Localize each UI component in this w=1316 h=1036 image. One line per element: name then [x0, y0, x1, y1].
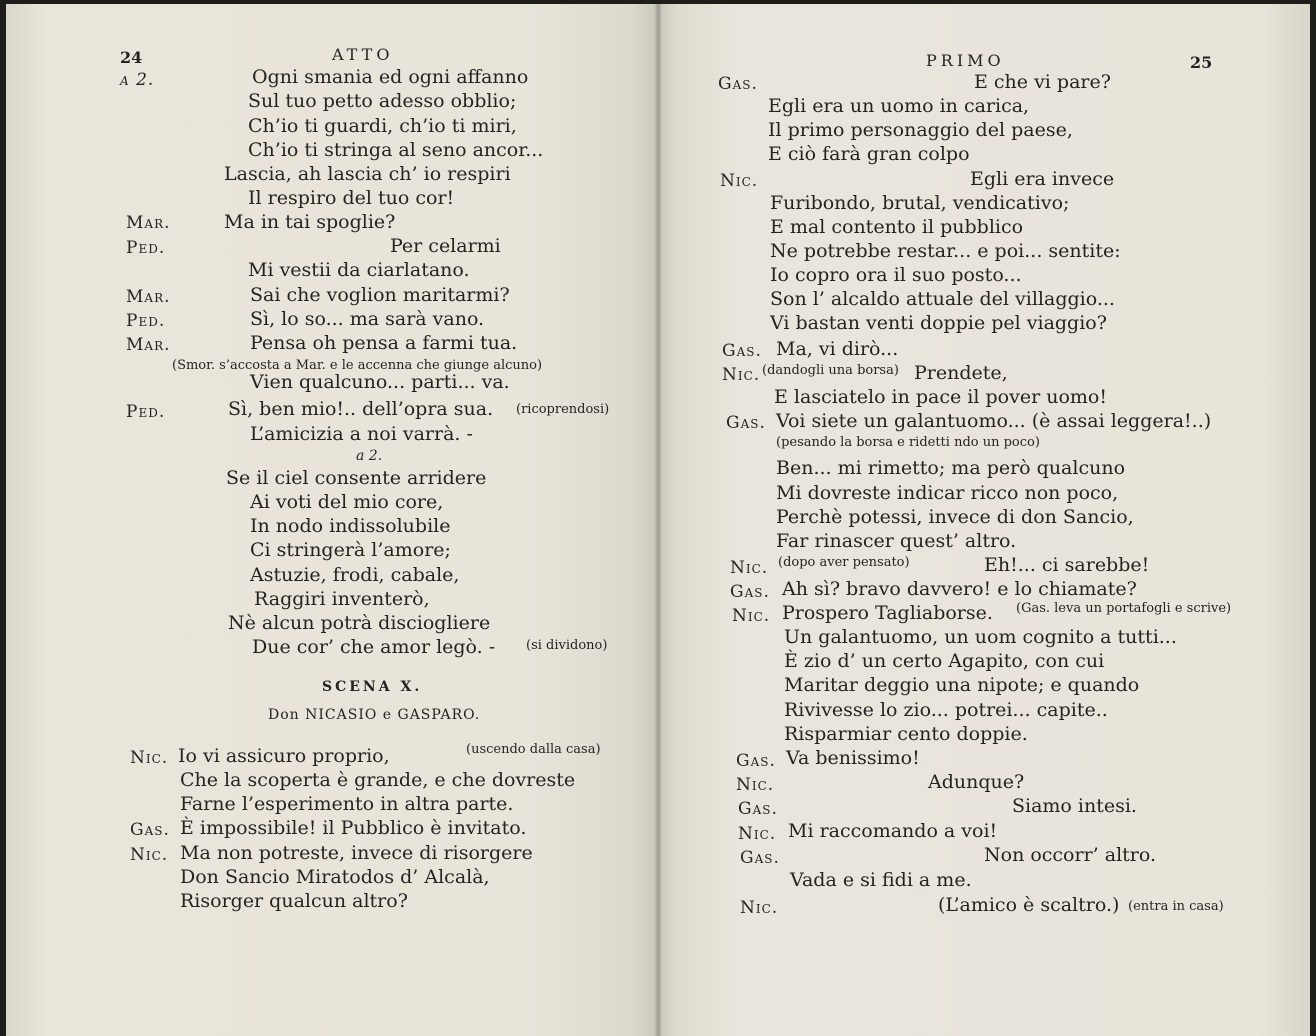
speaker-label: Nic. [736, 775, 775, 795]
verse-line: Mi raccomando a voi! [788, 820, 998, 842]
verse-line: Egli era un uomo in carica, [768, 95, 1030, 117]
ensemble-label: a 2. [356, 448, 383, 464]
verse-line: Prendete, [914, 362, 1008, 384]
verse-line: Siamo intesi. [1012, 795, 1137, 817]
verse-line: Risorger qualcun altro? [180, 890, 408, 912]
verse-line: Ogni smania ed ogni affanno [252, 66, 529, 88]
verse-line: (L’amico è scaltro.) [938, 894, 1120, 916]
verse-line: Ah sì? bravo davvero! e lo chiamate? [782, 578, 1137, 600]
verse-line: Mi vestii da ciarlatano. [248, 259, 470, 281]
scene-title: SCENA X. [322, 679, 423, 695]
verse-line: Ben... mi rimetto; ma però qualcuno [776, 457, 1126, 479]
running-header: PRIMO [926, 51, 1005, 70]
speaker-label: Nic. [738, 824, 777, 844]
speaker-label: Mar. [126, 335, 171, 355]
speaker-label: Gas. [740, 848, 780, 868]
verse-line: Voi siete un galantuomo... (è assai leggera!..) [776, 410, 1212, 432]
speaker-label: a 2. [120, 70, 155, 90]
running-header: ATTO [332, 45, 394, 64]
speaker-label: Gas. [726, 413, 766, 433]
page-number: 24 [120, 48, 143, 67]
verse-line: Ma in tai spoglie? [224, 211, 396, 233]
verse-line: Sì, lo so... ma sarà vano. [250, 308, 485, 330]
speaker-label: Gas. [738, 799, 778, 819]
verse-line: Il primo personaggio del paese, [768, 119, 1073, 141]
verse-line: Io vi assicuro proprio, [178, 745, 390, 767]
verse-line: Non occorr’ altro. [984, 844, 1157, 866]
verse-line: Raggiri inventerò, [254, 588, 430, 610]
verse-line: Il respiro del tuo cor! [248, 187, 455, 209]
verse-line: Eh!... ci sarebbe! [984, 554, 1150, 576]
page-number: 25 [1190, 53, 1213, 72]
speaker-label: Gas. [130, 820, 170, 840]
verse-line: Ne potrebbe restar... e poi... sentite: [770, 240, 1121, 262]
speaker-label: Gas. [722, 341, 762, 361]
verse-line: Risparmiar cento doppie. [784, 723, 1028, 745]
verse-line: Son l’ alcaldo attuale del villaggio... [770, 288, 1115, 310]
stage-direction: (Gas. leva un portafogli e scrive) [1016, 601, 1232, 616]
verse-line: In nodo indissolubile [250, 515, 451, 537]
verse-line: Farne l’esperimento in altra parte. [180, 793, 514, 815]
verse-line: Maritar deggio una nipote; e quando [784, 674, 1140, 696]
speaker-label: Ped. [126, 311, 166, 331]
verse-line: Astuzie, frodi, cabale, [250, 564, 460, 586]
verse-line: Don Sancio Miratodos d’ Alcalà, [180, 866, 490, 888]
verse-line: Sai che voglion maritarmi? [250, 284, 510, 306]
stage-direction: (pesando la borsa e ridetti ndo un poco) [776, 435, 1040, 450]
verse-line: È zio d’ un certo Agapito, con cui [784, 650, 1105, 672]
speaker-label: Gas. [736, 751, 776, 771]
speaker-label: Ped. [126, 238, 166, 258]
scene-characters: Don NICASIO e GASPARO. [268, 707, 481, 723]
verse-line: E lasciatelo in pace il pover uomo! [774, 386, 1107, 408]
verse-line: Ma non potreste, invece di risorgere [180, 842, 533, 864]
stage-direction: (si dividono) [526, 638, 608, 653]
verse-line: Rivivesse lo zio... potrei... capite.. [784, 699, 1108, 721]
speaker-label: Mar. [126, 287, 171, 307]
stage-direction: (Smor. s’accosta a Mar. e le accenna che giunge alcuno) [172, 358, 543, 373]
verse-line: Che la scoperta è grande, e che dovreste [180, 769, 576, 791]
verse-line: Vien qualcuno... parti... va. [250, 371, 510, 393]
verse-line: Mi dovreste indicar ricco non poco, [776, 482, 1119, 504]
verse-line: Per celarmi [390, 235, 501, 257]
speaker-label: Gas. [730, 582, 770, 602]
stage-direction: (ricoprendosi) [516, 402, 610, 417]
verse-line: Sul tuo petto adesso obblio; [248, 90, 517, 112]
verse-line: Furibondo, brutal, vendicativo; [770, 192, 1070, 214]
stage-direction: (uscendo dalla casa) [466, 742, 601, 757]
verse-line: E ciò farà gran colpo [768, 143, 970, 165]
speaker-label: Nic. [722, 365, 761, 385]
speaker-label: Nic. [720, 171, 759, 191]
verse-line: Ch’io ti guardi, ch’io ti miri, [248, 115, 517, 137]
verse-line: Ma, vi dirò... [776, 338, 899, 360]
stage-direction: (dandogli una borsa) [762, 363, 899, 378]
speaker-label: Nic. [130, 845, 169, 865]
verse-line: Io copro ora il suo posto... [770, 264, 1022, 286]
speaker-label: Mar. [126, 213, 171, 233]
speaker-label: Nic. [130, 748, 169, 768]
verse-line: Egli era invece [970, 168, 1115, 190]
speaker-label: Nic. [740, 898, 779, 918]
book-gutter [654, 4, 662, 1036]
verse-line: Ch’io ti stringa al seno ancor... [248, 139, 544, 161]
stage-direction: (entra in casa) [1128, 899, 1224, 914]
speaker-label: Ped. [126, 402, 166, 422]
speaker-label: Gas. [718, 74, 758, 94]
verse-line: Perchè potessi, invece di don Sancio, [776, 506, 1134, 528]
verse-line: Ci stringerà l’amore; [250, 539, 451, 561]
verse-line: Nè alcun potrà disciogliere [228, 612, 491, 634]
verse-line: Vi bastan venti doppie pel viaggio? [770, 312, 1107, 334]
speaker-label: Nic. [730, 558, 769, 578]
verse-line: E che vi pare? [974, 71, 1111, 93]
verse-line: L’amicizia a noi varrà. - [250, 423, 473, 445]
verse-line: Un galantuomo, un uom cognito a tutti... [784, 626, 1177, 648]
verse-line: Sì, ben mio!.. dell’opra sua. [228, 398, 494, 420]
verse-line: È impossibile! il Pubblico è invitato. [180, 817, 527, 839]
verse-line: Due cor’ che amor legò. - [252, 636, 496, 658]
verse-line: Va benissimo! [786, 747, 920, 769]
verse-line: Ai voti del mio core, [250, 491, 444, 513]
verse-line: E mal contento il pubblico [770, 216, 1024, 238]
verse-line: Pensa oh pensa a farmi tua. [250, 332, 518, 354]
verse-line: Prospero Tagliaborse. [782, 602, 993, 624]
verse-line: Se il ciel consente arridere [226, 467, 487, 489]
verse-line: Vada e si fidi a me. [790, 869, 972, 891]
verse-line: Adunque? [928, 771, 1025, 793]
verse-line: Far rinascer quest’ altro. [776, 530, 1017, 552]
stage-direction: (dopo aver pensato) [778, 555, 910, 570]
verse-line: Lascia, ah lascia ch’ io respiri [224, 163, 511, 185]
speaker-label: Nic. [732, 606, 771, 626]
